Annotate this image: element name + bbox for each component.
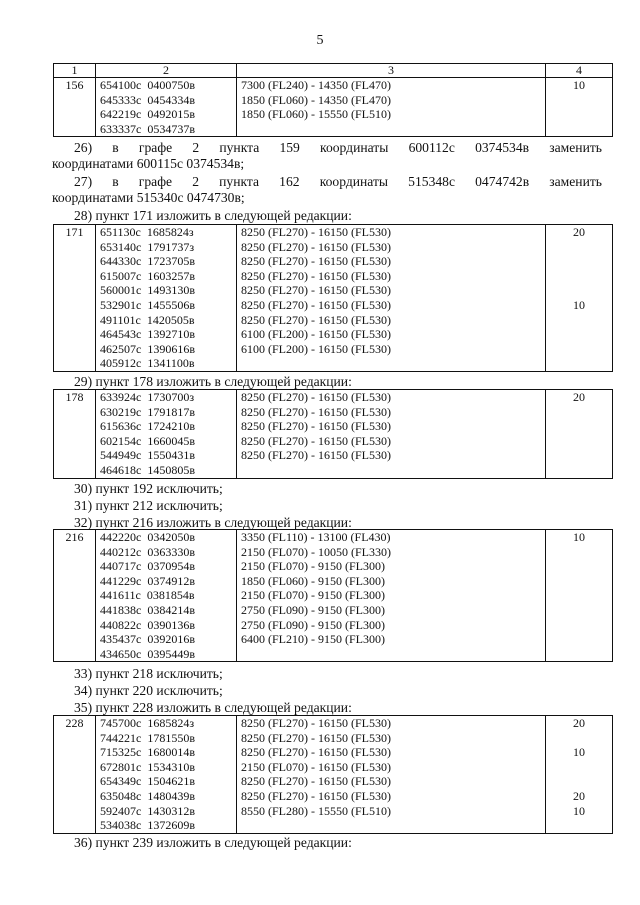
cell-line xyxy=(550,618,608,633)
cell-line xyxy=(550,647,608,662)
paragraph-28: 28) пункт 171 изложить в следующей редакции: xyxy=(74,208,352,223)
cell-line: 8250 (FL270) - 16150 (FL530) xyxy=(241,716,391,730)
cell-line: 20 xyxy=(573,716,585,730)
cell-line: 20 xyxy=(573,225,585,239)
flight-levels-cell xyxy=(237,225,546,372)
cell-line: 491101с 1420505в xyxy=(100,312,195,327)
cell-line: 2150 (FL070) - 9150 (FL300) xyxy=(241,588,385,603)
coordinates-cell xyxy=(96,225,237,372)
table-point-228 xyxy=(53,715,613,834)
paragraph-27-line-1: 27) в графе 2 пункта 162 координаты 515348с 0474742в заменить xyxy=(74,174,602,189)
paragraph-29: 29) пункт 178 изложить в следующей редакции: xyxy=(74,374,352,389)
header-col-4: 4 xyxy=(546,64,613,78)
paragraph-26-line-1: 26) в графе 2 пункта 159 координаты 600112с 0374534в заменить xyxy=(74,140,602,155)
cell-line: 8250 (FL270) - 16150 (FL530) xyxy=(241,297,391,312)
cell-line: 2150 (FL070) - 16150 (FL530) xyxy=(241,759,391,774)
flight-levels-cell xyxy=(237,78,546,137)
table-point-156 xyxy=(53,63,613,137)
table-point-171 xyxy=(53,224,613,372)
cell-line: 642219с 0492015в xyxy=(100,107,195,122)
cell-line: 3350 (FL110) - 13100 (FL430) xyxy=(241,530,391,544)
cell-line: 653140с 1791737з xyxy=(100,239,195,254)
flight-levels-cell xyxy=(237,390,546,479)
cell-line xyxy=(550,574,608,589)
cell-line xyxy=(550,731,608,746)
table-point-216 xyxy=(53,529,613,662)
cell-line: 635048с 1480439в xyxy=(100,788,195,803)
cell-line: 20 xyxy=(573,390,585,404)
paragraph-33: 33) пункт 218 исключить; xyxy=(74,666,223,681)
point-number: 216 xyxy=(54,530,96,662)
cell-line: 630219с 1791817в xyxy=(100,404,195,419)
paragraph-26-line-2: координатами 600115с 0374534в; xyxy=(52,156,245,171)
cell-line: 10 xyxy=(573,803,585,818)
cell-line: 744221с 1781550в xyxy=(100,730,195,745)
coordinates-cell xyxy=(96,530,237,662)
cell-line: 532901с 1455506в xyxy=(100,297,195,312)
cell-line: 8250 (FL270) - 16150 (FL530) xyxy=(241,448,391,463)
cell-line: 8250 (FL270) - 16150 (FL530) xyxy=(241,312,391,327)
paragraph-31: 31) пункт 212 исключить; xyxy=(74,498,223,513)
cell-line: 8550 (FL280) - 15550 (FL510) xyxy=(241,803,391,818)
cell-line: 7300 (FL240) - 14350 (FL470) xyxy=(241,78,391,92)
header-col-1: 1 xyxy=(54,64,96,78)
cell-line: 651130с 1685824з xyxy=(100,225,194,239)
cell-line: 10 xyxy=(573,78,585,92)
table-row xyxy=(54,225,613,372)
cell-line: 405912с 1341100в xyxy=(100,356,195,371)
coordinates-cell xyxy=(96,716,237,834)
table-point-178 xyxy=(53,389,613,479)
cell-line xyxy=(550,283,608,298)
cell-line: 440717с 0370954в xyxy=(100,559,195,574)
cell-line: 2750 (FL090) - 9150 (FL300) xyxy=(241,602,385,617)
cell-line: 615636с 1724210в xyxy=(100,419,195,434)
paragraph-36: 36) пункт 239 изложить в следующей редакции: xyxy=(74,835,352,850)
table-header-row xyxy=(54,64,613,78)
cell-line: 534038с 1372609в xyxy=(100,818,195,833)
cell-line: 440212с 0363330в xyxy=(100,544,195,559)
header-col-3: 3 xyxy=(237,64,546,78)
paragraph-34: 34) пункт 220 исключить; xyxy=(74,683,223,698)
table-row xyxy=(54,716,613,834)
cell-line xyxy=(241,122,541,137)
cell-line: 441838с 0384214в xyxy=(100,602,195,617)
paragraph-30: 30) пункт 192 исключить; xyxy=(74,481,223,496)
cell-line: 441229с 0374912в xyxy=(100,573,195,588)
point-number: 171 xyxy=(54,225,96,372)
cell-line xyxy=(550,760,608,775)
cell-line xyxy=(550,405,608,420)
table-row xyxy=(54,530,613,662)
cell-line: 462507с 1390616в xyxy=(100,341,195,356)
cell-line: 715325с 1680014в xyxy=(100,745,195,760)
cell-line: 654100с 0400750в xyxy=(100,78,195,92)
cell-line: 8250 (FL270) - 16150 (FL530) xyxy=(241,745,391,760)
page-number: 5 xyxy=(316,33,324,48)
cell-line: 1850 (FL060) - 14350 (FL470) xyxy=(241,92,391,107)
value-cell xyxy=(546,716,613,834)
cell-line: 645333с 0454334в xyxy=(100,92,195,107)
cell-line: 672801с 1534310в xyxy=(100,759,195,774)
coordinates-cell xyxy=(96,78,237,137)
cell-line: 1850 (FL060) - 9150 (FL300) xyxy=(241,573,385,588)
cell-line xyxy=(241,647,541,662)
cell-line: 2750 (FL090) - 9150 (FL300) xyxy=(241,617,385,632)
cell-line: 435437с 0392016в xyxy=(100,632,195,647)
cell-line xyxy=(550,632,608,647)
value-cell xyxy=(546,225,613,372)
paragraph-32: 32) пункт 216 изложить в следующей редакции: xyxy=(74,515,352,530)
cell-line: 8250 (FL270) - 16150 (FL530) xyxy=(241,283,391,298)
cell-line xyxy=(550,240,608,255)
value-cell xyxy=(546,390,613,479)
cell-line: 633337с 0534737в xyxy=(100,121,195,136)
table-row xyxy=(54,78,613,137)
paragraph-35: 35) пункт 228 изложить в следующей редакции: xyxy=(74,700,352,715)
cell-line xyxy=(550,93,608,108)
cell-line: 615007с 1603257в xyxy=(100,268,195,283)
cell-line: 10 xyxy=(573,530,585,544)
cell-line: 8250 (FL270) - 16150 (FL530) xyxy=(241,225,391,239)
cell-line: 544949с 1550431в xyxy=(100,448,195,463)
cell-line xyxy=(241,463,541,478)
cell-line: 442220с 0342050в xyxy=(100,530,195,544)
cell-line: 8250 (FL270) - 16150 (FL530) xyxy=(241,433,391,448)
cell-line xyxy=(550,588,608,603)
cell-line: 10 xyxy=(573,745,585,760)
point-number: 178 xyxy=(54,390,96,479)
cell-line xyxy=(550,463,608,478)
cell-line: 602154с 1660045в xyxy=(100,433,195,448)
cell-line xyxy=(550,434,608,449)
point-number: 156 xyxy=(54,78,96,137)
cell-line: 440822с 0390136в xyxy=(100,617,195,632)
cell-line: 654349с 1504621в xyxy=(100,774,195,789)
cell-line: 8250 (FL270) - 16150 (FL530) xyxy=(241,268,391,283)
point-number: 228 xyxy=(54,716,96,834)
table-row xyxy=(54,390,613,479)
cell-line: 8250 (FL270) - 16150 (FL530) xyxy=(241,254,391,269)
cell-line: 8250 (FL270) - 16150 (FL530) xyxy=(241,730,391,745)
cell-line xyxy=(550,603,608,618)
flight-levels-cell xyxy=(237,716,546,834)
cell-line xyxy=(550,313,608,328)
cell-line: 441611с 0381854в xyxy=(100,588,195,603)
cell-line: 2150 (FL070) - 9150 (FL300) xyxy=(241,559,385,574)
cell-line: 6100 (FL200) - 16150 (FL530) xyxy=(241,341,391,356)
header-col-2: 2 xyxy=(96,64,237,78)
cell-line xyxy=(550,356,608,371)
cell-line xyxy=(550,545,608,560)
cell-line xyxy=(550,559,608,574)
paragraph-27-line-2: координатами 515340с 0474730в; xyxy=(52,190,245,205)
flight-levels-cell xyxy=(237,530,546,662)
cell-line: 8250 (FL270) - 16150 (FL530) xyxy=(241,788,391,803)
cell-line xyxy=(550,122,608,137)
cell-line xyxy=(550,818,608,833)
cell-line: 10 xyxy=(573,297,585,312)
cell-line: 2150 (FL070) - 10050 (FL330) xyxy=(241,544,391,559)
cell-line: 8250 (FL270) - 16150 (FL530) xyxy=(241,404,391,419)
coordinates-cell xyxy=(96,390,237,479)
cell-line xyxy=(550,342,608,357)
cell-line: 6400 (FL210) - 9150 (FL300) xyxy=(241,632,385,647)
cell-line: 8250 (FL270) - 16150 (FL530) xyxy=(241,390,391,404)
cell-line xyxy=(550,448,608,463)
cell-line: 6100 (FL200) - 16150 (FL530) xyxy=(241,327,391,342)
cell-line xyxy=(241,356,541,371)
cell-line xyxy=(550,254,608,269)
cell-line: 592407с 1430312в xyxy=(100,803,195,818)
cell-line: 745700с 1685824з xyxy=(100,716,195,730)
cell-line: 464618с 1450805в xyxy=(100,462,195,477)
value-cell xyxy=(546,530,613,662)
cell-line xyxy=(241,818,541,833)
cell-line: 8250 (FL270) - 16150 (FL530) xyxy=(241,774,391,789)
cell-line: 8250 (FL270) - 16150 (FL530) xyxy=(241,239,391,254)
cell-line: 560001с 1493130в xyxy=(100,283,195,298)
cell-line: 1850 (FL060) - 15550 (FL510) xyxy=(241,107,391,122)
cell-line: 644330с 1723705в xyxy=(100,254,195,269)
value-cell xyxy=(546,78,613,137)
cell-line xyxy=(550,107,608,122)
cell-line: 8250 (FL270) - 16150 (FL530) xyxy=(241,419,391,434)
cell-line: 633924с 1730700з xyxy=(100,390,195,404)
cell-line: 20 xyxy=(573,788,585,803)
cell-line xyxy=(550,327,608,342)
cell-line: 434650с 0395449в xyxy=(100,646,195,661)
cell-line: 464543с 1392710в xyxy=(100,327,195,342)
cell-line xyxy=(550,269,608,284)
cell-line xyxy=(550,774,608,789)
cell-line xyxy=(550,419,608,434)
